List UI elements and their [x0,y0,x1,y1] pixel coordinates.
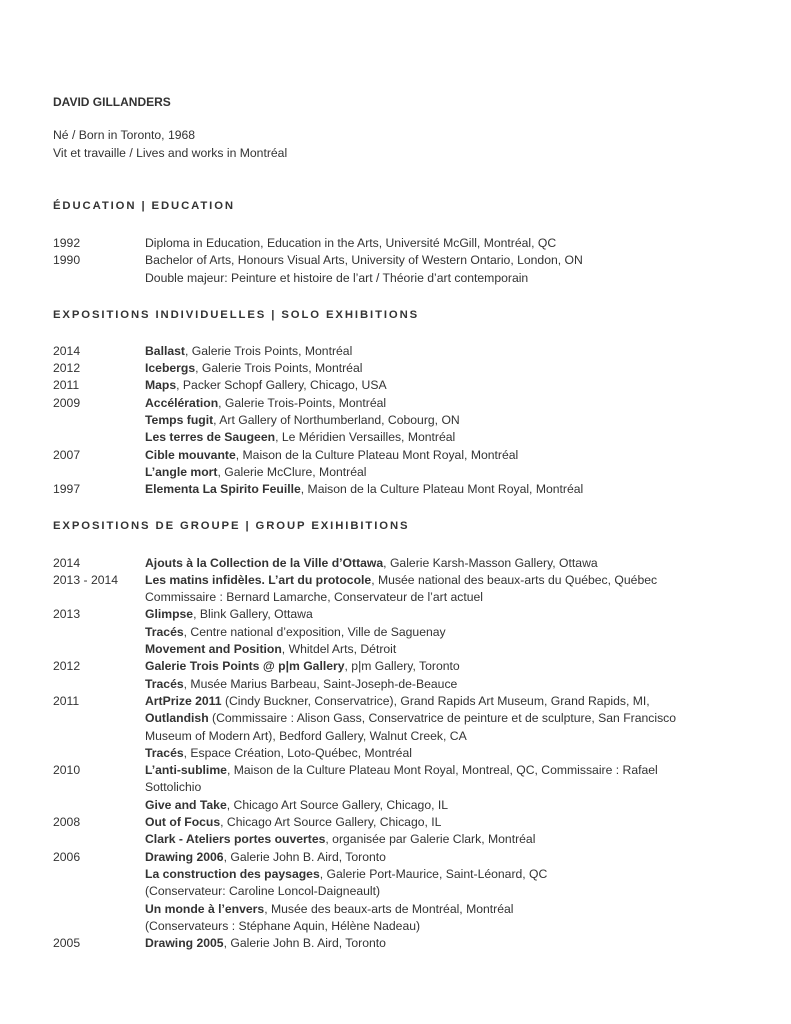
cv-entry [53,252,743,287]
entry-description [145,447,743,482]
entry-year: 2013 - 2014 [53,572,119,587]
exhibition-title: Tracés [145,676,184,691]
entry-description [145,606,743,658]
entry-line [145,270,743,287]
entry-description [145,762,743,814]
cv-entry [53,849,743,935]
entry-detail: , Maison de la Culture Plateau Mont Royal, Montréal [300,482,584,497]
entry-detail: , Art Gallery of Northumberland, Cobourg, ON [213,413,460,428]
entry-detail: , Chicago Art Source Gallery, Chicago, IL [226,797,449,812]
entry-year: 2011 [53,693,80,708]
exhibition-title: Icebergs [145,361,196,376]
entry-detail: , p|m Gallery, Toronto [344,659,460,674]
entry-year: 1992 [53,236,81,250]
entry-line [145,901,743,918]
exhibition-title: Movement and Position [145,642,282,657]
entry-description [145,935,743,952]
cv-entry [53,658,743,693]
entry-detail: , Musée Marius Barbeau, Saint-Joseph-de-Beauce [183,676,458,691]
entry-description [145,395,743,447]
exhibition-title: Galerie Trois Points @ p|m Gallery [145,659,345,674]
exhibition-title: Temps fugit [145,413,214,428]
entry-description [145,555,743,572]
entry-year: 1997 [53,482,81,497]
entry-detail: (Cindy Buckner, Conservatrice), Grand Rapids Art Museum, Grand Rapids, MI, [221,693,650,708]
entry-description [145,658,743,693]
entry-line [145,831,743,848]
exhibition-title: Elementa La Spirito Feuille [145,482,301,497]
entry-description [145,693,743,762]
cv-entry [53,447,743,482]
birth-line: Né / Born in Toronto, 1968 [53,128,196,142]
cv-entry [53,762,743,814]
entry-line [145,589,743,606]
exhibition-title: Out of Focus [145,815,221,830]
entry-line [145,849,743,866]
entry-detail: , Chicago Art Source Gallery, Chicago, IL [220,815,442,830]
entry-detail: , Galerie Karsh-Masson Gallery, Ottawa [383,555,598,570]
entry-line [145,395,743,412]
cv-document [53,94,743,952]
entry-line [145,710,743,727]
cv-entry [53,935,743,952]
cv-entry [53,693,743,762]
entry-detail: Bachelor of Arts, Honours Visual Arts, University of Western Ontario, London, ON [145,253,583,268]
entry-detail: (Conservateurs : Stéphane Aquin, Hélène Nadeau) [145,918,421,933]
entry-line [145,762,743,779]
entry-line [145,935,743,952]
cv-entry [53,377,743,394]
entry-line [145,464,743,481]
entry-line [145,658,743,675]
entry-detail: (Commissaire : Alison Gass, Conservatrice de peinture et de sculpture, San Francisco [208,711,677,726]
entry-year: 2010 [53,763,81,778]
entry-line [145,429,743,446]
entry-line [145,745,743,762]
exhibition-title: Maps [145,378,177,393]
group-exhibitions-list [53,555,743,953]
exhibition-title: Ajouts à la Collection de la Ville d’Ottawa [145,555,384,570]
entry-line [145,447,743,464]
entry-detail: , Espace Création, Loto-Québec, Montréal [183,745,412,760]
entry-description [145,572,743,607]
entry-line [145,883,743,900]
solo-exhibitions-list [53,343,743,499]
entry-detail: , Le Méridien Versailles, Montréal [275,430,456,445]
entry-detail: Sottolichio [145,780,202,795]
entry-year: 2011 [53,378,80,393]
cv-entry [53,606,743,658]
exhibition-title: Les matins infidèles. L’art du protocole [145,572,372,587]
entry-line [145,676,743,693]
entry-description [145,235,743,252]
cv-entry [53,814,743,849]
exhibition-title: Give and Take [145,797,227,812]
entry-line [145,252,743,269]
exhibition-title: Les terres de Saugeen [145,430,276,445]
entry-line [145,918,743,935]
entry-detail: , Galerie Port-Maurice, Saint-Léonard, QC [319,866,548,881]
entry-line [145,797,743,814]
entry-detail: , Galerie McClure, Montréal [217,464,367,479]
entry-detail: , Maison de la Culture Plateau Mont Royal, Montreal, QC, Commissaire : Rafael [226,763,658,778]
entry-year: 2007 [53,447,81,462]
entry-year: 2014 [53,555,81,570]
entry-line [145,728,743,745]
entry-line [145,693,743,710]
exhibition-title: Un monde à l’envers [145,901,265,916]
entry-detail: , Galerie John B. Aird, Toronto [223,849,386,864]
cv-entry [53,555,743,572]
entry-year: 1990 [53,253,81,268]
exhibition-title: Clark - Ateliers portes ouvertes [145,832,326,847]
group-exhibitions-title: EXPOSITIONS DE GROUPE | GROUP EXIHIBITIONS [53,519,410,532]
entry-line [145,235,743,252]
entry-line [145,360,743,377]
entry-detail: , organisée par Galerie Clark, Montréal [325,832,536,847]
exhibition-title: L’angle mort [145,464,218,479]
entry-description [145,343,743,360]
entry-detail: , Galerie Trois-Points, Montréal [218,395,387,410]
intro-block [53,127,743,163]
exhibition-title: Outlandish [145,711,209,726]
exhibition-title: Glimpse [145,607,194,622]
entry-detail: , Maison de la Culture Plateau Mont Royal, Montréal [235,447,519,462]
entry-line [145,377,743,394]
entry-detail: Double majeur: Peinture et histoire de l’art / Théorie d’art contemporain [145,270,529,285]
exhibition-title: La construction des paysages [145,866,320,881]
cv-entry [53,481,743,498]
entry-year: 2014 [53,343,81,358]
entry-description [145,814,743,849]
exhibition-title: L’anti-sublime [145,763,227,778]
exhibition-title: Tracés [145,745,184,760]
entry-description [145,252,743,287]
entry-detail: , Galerie John B. Aird, Toronto [223,936,386,951]
exhibition-title: Cible mouvante [145,447,236,462]
entry-year: 2008 [53,815,81,830]
entry-detail: Commissaire : Bernard Lamarche, Conservateur de l’art actuel [145,590,484,605]
entry-description [145,360,743,377]
entry-year: 2012 [53,361,81,376]
cv-entry [53,235,743,252]
entry-detail: , Galerie Trois Points, Montréal [195,361,363,376]
exhibition-title: Drawing 2005 [145,936,224,951]
entry-detail: , Whitdel Arts, Détroit [281,642,397,657]
entry-line [145,641,743,658]
entry-description [145,377,743,394]
exhibition-title: Ballast [145,343,185,358]
solo-exhibitions-title: EXPOSITIONS INDIVIDUELLES | SOLO EXHIBITIONS [53,308,420,321]
cv-entry [53,343,743,360]
entry-line [145,343,743,360]
cv-entry [53,395,743,447]
exhibition-title: Tracés [145,624,184,639]
entry-line [145,481,743,498]
entry-line [145,814,743,831]
education-list [53,235,743,287]
artist-name: DAVID GILLANDERS [53,95,171,109]
entry-detail: , Musée national des beaux-arts du Québec, Québec [371,572,658,587]
entry-line [145,866,743,883]
residence-line: Vit et travaille / Lives and works in Montréal [53,146,288,160]
entry-detail: , Musée des beaux-arts de Montréal, Montréal [264,901,514,916]
exhibition-title: Accélération [145,395,219,410]
exhibition-title: Drawing 2006 [145,849,224,864]
entry-line [145,572,743,589]
entry-detail: (Conservateur: Caroline Loncol-Daigneault) [145,884,381,899]
entry-year: 2009 [53,395,81,410]
education-title: ÉDUCATION | EDUCATION [53,200,235,212]
entry-detail: , Centre national d’exposition, Ville de Saguenay [183,624,446,639]
entry-description [145,481,743,498]
entry-detail: , Blink Gallery, Ottawa [193,607,313,622]
entry-detail: Museum of Modern Art), Bedford Gallery, Walnut Creek, CA [145,728,467,743]
entry-line [145,779,743,796]
entry-line [145,412,743,429]
entry-detail: , Packer Schopf Gallery, Chicago, USA [176,378,387,393]
entry-year: 2013 [53,607,81,622]
entry-detail: , Galerie Trois Points, Montréal [184,343,353,358]
entry-year: 2012 [53,659,81,674]
entry-year: 2005 [53,936,81,951]
exhibition-title: ArtPrize 2011 [145,693,222,708]
entry-line [145,555,743,572]
entry-line [145,606,743,623]
cv-entry [53,360,743,377]
entry-description [145,849,743,935]
entry-year: 2006 [53,849,81,864]
entry-detail: Diploma in Education, Education in the Arts, Université McGill, Montréal, QC [145,236,557,250]
entry-line [145,624,743,641]
cv-entry [53,572,743,607]
